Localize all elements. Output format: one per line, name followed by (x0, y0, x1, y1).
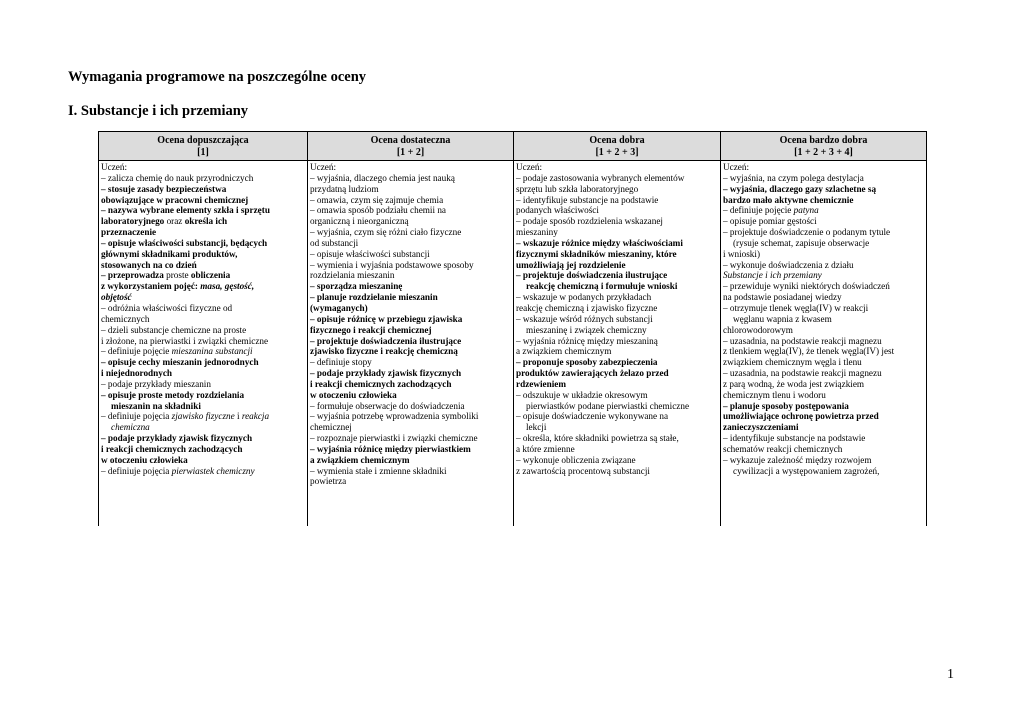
requirement-line (101, 411, 305, 422)
requirement-line: – proponuje sposoby zabezpieczenia (516, 357, 658, 368)
header-grade-satisfactory (308, 132, 514, 161)
requirement-line: (wymaganych) (310, 302, 368, 313)
requirement-text: proste (163, 270, 191, 281)
requirement-line: Uczeń: (516, 162, 543, 172)
requirement-line: przeznaczenie (101, 227, 157, 238)
requirement-line: – planuje sposoby postępowania (723, 400, 849, 411)
requirement-line: rozdzielania mieszanin (310, 270, 395, 281)
requirement-line: – wyjaśnia, na czym polega destylacja (723, 172, 864, 183)
requirement-line: przydatną ludziom (310, 183, 379, 194)
table-header-row (99, 132, 927, 161)
requirement-text: – definiuje pojęcie (101, 346, 172, 357)
requirement-line: z parą wodną, że woda jest związkiem (723, 378, 865, 389)
requirement-line (101, 270, 305, 281)
page-number: 1 (947, 667, 954, 682)
requirement-line: – odróżnia właściwości fizyczne od (101, 302, 233, 313)
requirement-line: – zalicza chemię do nauk przyrodniczych (101, 172, 254, 183)
requirement-line: – uzasadnia, na podstawie reakcji magnezu (723, 335, 882, 346)
requirement-line: produktów zawierających żelazo przed (516, 368, 669, 379)
requirement-line: – uzasadnia, na podstawie reakcji magnezu (723, 368, 882, 379)
requirement-line: mieszaniny (516, 227, 558, 238)
requirement-text: obliczenia (190, 270, 231, 281)
requirement-line: – wyjaśnia potrzebę wprowadzenia symboliki (310, 411, 479, 422)
requirement-line: pierwiastków podane pierwiastki chemiczne (526, 400, 690, 411)
requirement-line: i reakcji chemicznych zachodzących (310, 378, 452, 389)
requirement-line: – opisuje różnicę w przebiegu zjawiska (310, 313, 463, 324)
requirement-line: Substancje i ich przemiany (723, 270, 822, 281)
requirement-line: sprzętu lub szkła laboratoryjnego (516, 183, 639, 194)
requirement-line: cywilizacji a występowaniem zagrożeń, (733, 465, 880, 476)
header-grade-good (514, 132, 721, 161)
requirement-line: – formułuje obserwacje do doświadczenia (310, 400, 465, 411)
requirement-line: od substancji (310, 237, 359, 248)
requirement-text: – opisuje właściwości substancji, będących (101, 237, 268, 248)
header-sub: [1 + 2] (396, 146, 425, 158)
requirement-text: – definiuje pojęcia (101, 465, 172, 476)
table-body-row (99, 161, 927, 527)
requirement-line (101, 238, 305, 249)
requirement-line: (rysuje schemat, zapisuje obserwacje (733, 237, 870, 248)
requirement-text: zjawisko fizyczne (171, 411, 235, 422)
requirement-line: fizycznymi składników mieszaniny, które (516, 248, 677, 259)
requirement-line: – wyjaśnia, dlaczego gazy szlachetne są (723, 183, 877, 194)
requirement-text: – nazywa wybrane elementy szkła i sprzętu (101, 205, 270, 216)
requirement-line: umożliwiają jej rozdzielenie (516, 259, 626, 270)
requirement-line: – podaje przykłady mieszanin (101, 378, 211, 389)
requirement-line: chemicznych (101, 313, 150, 324)
requirement-line: – wskazuje wśród różnych substancji (516, 313, 653, 324)
requirement-text: i (234, 411, 242, 422)
requirement-line (101, 346, 305, 357)
requirement-line: głównymi składnikami produktów, (101, 248, 238, 259)
requirement-line: i niejednorodnych (101, 368, 173, 379)
document-title: Wymagania programowe na poszczególne oceny (68, 69, 367, 85)
requirement-text: mieszanina substancji (171, 346, 253, 357)
requirement-line: Uczeń: (101, 162, 128, 172)
requirement-line: – projektuje doświadczenia ilustrujące (516, 270, 668, 281)
requirement-line: lekcji (526, 422, 547, 433)
requirement-line: – opisuje pomiar gęstości (723, 216, 817, 227)
column-grade-sufficient (99, 161, 308, 527)
requirement-line: – podaje przykłady zjawisk fizycznych (310, 368, 462, 379)
requirement-line: – identyfikuje substancje na podstawie (516, 194, 659, 205)
column-grade-very-good (721, 161, 927, 527)
header-sub: [1 + 2 + 3 + 4] (794, 146, 853, 158)
requirement-line: – dzieli substancje chemiczne na proste (101, 324, 247, 335)
requirement-line: – rozpoznaje pierwiastki i związki chemiczne (310, 433, 478, 444)
header-grade-sufficient (99, 132, 308, 161)
requirement-line: – omawia sposób podziału chemii na (310, 205, 446, 216)
requirement-line: a które zmienne (516, 443, 575, 454)
requirement-line: – opisuje doświadczenie wykonywane na (516, 411, 669, 422)
requirement-line: związkiem chemicznym węgla i tlenu (723, 357, 862, 368)
requirement-line: – wymienia i wyjaśnia podstawowe sposoby (310, 259, 474, 270)
requirement-text: masa, gęstość, (200, 281, 255, 292)
requirement-text: oraz (164, 216, 185, 227)
requirement-line: – podaje przykłady zjawisk fizycznych (101, 433, 253, 444)
requirement-line: – wyjaśnia różnicę między pierwiastkiem (310, 443, 471, 454)
requirement-line: w otoczeniu człowieka (310, 389, 397, 400)
header-grade-very-good (721, 132, 927, 161)
requirement-line: na podstawie posiadanej wiedzy (723, 292, 842, 303)
requirement-line: – opisuje cechy mieszanin jednorodnych (101, 357, 259, 368)
requirement-line: i wnioski) (723, 248, 761, 259)
requirement-line (101, 466, 305, 477)
requirement-line: podanych właściwości (516, 205, 599, 216)
requirement-line: – podaje zastosowania wybranych elementów (516, 172, 685, 183)
requirement-text: objętość (101, 292, 132, 303)
requirement-line: i złożone, na pierwiastki i związki chemiczne (101, 335, 269, 346)
requirement-text: określa ich (184, 216, 228, 227)
requirement-line: – identyfikuje substancje na podstawie (723, 433, 866, 444)
requirement-line: Uczeń: (310, 162, 337, 172)
requirement-line: z zawartością procentową substancji (516, 465, 650, 476)
requirement-line: – wykonuje doświadczenia z działu (723, 259, 854, 270)
requirement-line: – stosuje zasady bezpieczeństwa (101, 183, 227, 194)
requirement-line: rdzewieniem (516, 378, 567, 389)
requirement-line: w otoczeniu człowieka (101, 454, 188, 465)
requirements-table (98, 131, 927, 526)
requirement-line: a związkiem chemicznym (310, 454, 410, 465)
requirement-line: reakcję chemiczną i formułuje wnioski (526, 281, 678, 292)
requirement-line (101, 205, 305, 216)
requirement-line: – omawia, czym się zajmuje chemia (310, 194, 444, 205)
requirement-line: – sporządza mieszaninę (310, 281, 403, 292)
requirement-line: węglanu wapnia z kwasem (733, 313, 832, 324)
header-sub: [1] (197, 146, 209, 158)
requirement-line: – podaje sposób rozdzielenia wskazanej (516, 216, 663, 227)
requirement-line: obowiązujące w pracowni chemicznej (101, 194, 249, 205)
requirement-line: – projektuje doświadczenie o podanym tytule (723, 227, 891, 238)
requirement-text: patyna (793, 205, 819, 216)
requirement-line: Uczeń: (723, 162, 750, 172)
requirement-line: – definiuje stopy (310, 357, 372, 368)
requirement-text: – przeprowadza (101, 270, 164, 281)
requirement-line (101, 281, 305, 292)
requirement-line: – wyjaśnia różnicę między mieszaniną (516, 335, 658, 346)
requirement-line: bardzo mało aktywne chemicznie (723, 194, 854, 205)
requirement-line: reakcję chemiczną i zjawisko fizyczne (516, 302, 658, 313)
requirement-line: – otrzymuje tlenek węgla(IV) w reakcji (723, 302, 869, 313)
header-label: Ocena dostateczna (370, 134, 451, 146)
header-label: Ocena bardzo dobra (779, 134, 868, 146)
requirement-line: zanieczyszczeniami (723, 422, 799, 433)
requirement-line: – planuje rozdzielanie mieszanin (310, 292, 438, 303)
requirement-line: i reakcji chemicznych zachodzących (101, 443, 243, 454)
requirement-text: – definiuje pojęcie (723, 205, 794, 216)
column-grade-good (514, 161, 721, 527)
requirement-text: z wykorzystaniem pojęć: (101, 281, 201, 292)
requirement-text: pierwiastek chemiczny (171, 465, 255, 476)
requirement-text: laboratoryjnego (101, 216, 165, 227)
requirement-line: mieszanin na składniki (111, 400, 201, 411)
column-grade-satisfactory (308, 161, 514, 527)
requirement-line: chemiczna (111, 422, 150, 433)
requirement-line (723, 205, 924, 216)
requirement-line: – wymienia stałe i zmienne składniki (310, 465, 447, 476)
requirement-text: – definiuje pojęcia (101, 411, 172, 422)
header-label: Ocena dopuszczająca (157, 134, 249, 146)
requirement-line: – wykazuje zależność między rozwojem (723, 454, 872, 465)
requirement-line: mieszaninę i związek chemiczny (526, 324, 647, 335)
requirement-line: z tlenkiem węgla(IV), że tlenek węgla(IV) jest (723, 346, 895, 357)
requirement-line: powietrza (310, 476, 347, 487)
section-title: I. Substancje i ich przemiany (68, 103, 249, 119)
requirement-line: – wykonuje obliczenia związane (516, 454, 636, 465)
requirement-text: reakcja (241, 411, 270, 422)
requirement-line: a związkiem chemicznym (516, 346, 612, 357)
requirement-line: chemicznym tlenu i wodoru (723, 389, 826, 400)
requirement-line: chlorowodorowym (723, 324, 793, 335)
requirement-line: – wyjaśnia, dlaczego chemia jest nauką (310, 172, 455, 183)
requirement-line (101, 216, 305, 227)
requirement-line: – opisuje proste metody rozdzielania (101, 389, 245, 400)
requirement-line: umożliwiające ochronę powietrza przed (723, 411, 879, 422)
requirement-line: schematów reakcji chemicznych (723, 443, 843, 454)
header-sub: [1 + 2 + 3] (595, 146, 639, 158)
requirement-line: – określa, które składniki powietrza są stałe, (516, 433, 679, 444)
requirement-line: stosowanych na co dzień (101, 259, 197, 270)
requirement-line (101, 292, 305, 303)
requirement-line: chemicznej (310, 422, 352, 433)
requirement-line: – wyjaśnia, czym się różni ciało fizyczne (310, 227, 462, 238)
requirement-line: – projektuje doświadczenia ilustrujące (310, 335, 462, 346)
requirement-line: – odszukuje w układzie okresowym (516, 389, 648, 400)
requirement-line: – przewiduje wyniki niektórych doświadczeń (723, 281, 890, 292)
requirement-line: zjawisko fizyczne i reakcję chemiczną (310, 346, 458, 357)
requirement-line: fizycznego i reakcji chemicznej (310, 324, 432, 335)
requirement-line: – wskazuje różnice między właściwościami (516, 237, 683, 248)
requirement-line: organiczną i nieorganiczną (310, 216, 409, 227)
requirement-line: – wskazuje w podanych przykładach (516, 292, 652, 303)
header-label: Ocena dobra (589, 134, 645, 146)
requirement-line: – opisuje właściwości substancji (310, 248, 430, 259)
